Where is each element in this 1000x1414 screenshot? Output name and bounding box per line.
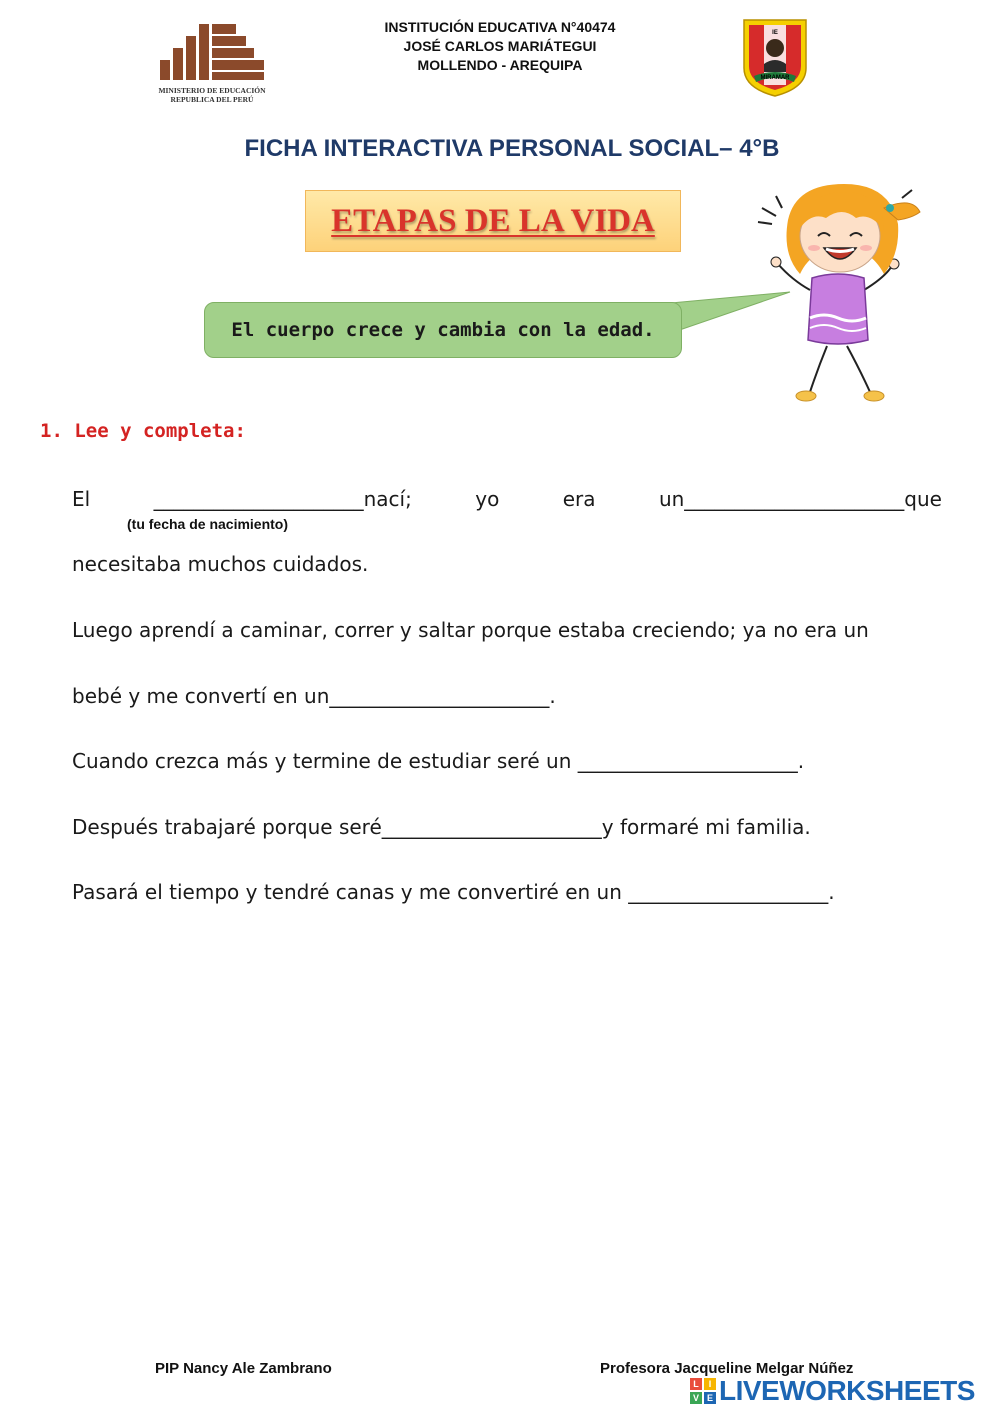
line-1-word-el: El <box>72 487 91 511</box>
line-1-word-era: era <box>562 487 596 511</box>
liveworksheets-text: LIVEWORKSHEETS <box>719 1375 975 1406</box>
ministry-line-2: REPUBLICA DEL PERÚ <box>170 95 254 104</box>
institution-line-2: JOSÉ CARLOS MARIÁTEGUI <box>403 38 597 54</box>
lw-letter-i: I <box>704 1378 716 1390</box>
institution-header <box>300 18 700 75</box>
ministry-logo-text <box>150 86 274 104</box>
footer-right: Profesora Jacqueline Melgar Núñez <box>600 1360 854 1377</box>
lw-letter-v: V <box>690 1392 702 1404</box>
exercise-line-2: necesitaba muchos cuidados. <box>72 552 369 576</box>
lw-letter-e: E <box>704 1392 716 1404</box>
exercise-line-1 <box>72 486 942 512</box>
exercise-line-3: Luego aprendí a caminar, correr y saltar porque estaba creciendo; ya no era un <box>72 618 869 642</box>
stage-title-box <box>305 190 681 252</box>
page-title: FICHA INTERACTIVA PERSONAL SOCIAL– 4°B <box>244 135 780 162</box>
exercise-instruction <box>40 420 246 442</box>
child-blank-line[interactable]: bebé y me convertí en un______________________. <box>72 684 556 708</box>
exercise-instruction-text: Lee y completa: <box>74 420 246 442</box>
elder-blank-line[interactable]: Pasará el tiempo y tendré canas y me convertiré en un ____________________. <box>72 880 835 904</box>
birth-date-hint: (tu fecha de nacimiento) <box>127 516 289 532</box>
footer-left: PIP Nancy Ale Zambrano <box>155 1360 332 1377</box>
liveworksheets-watermark <box>690 1374 990 1408</box>
baby-blank[interactable]: un______________________que <box>658 487 942 511</box>
speech-bubble <box>204 302 682 358</box>
exercise-number: 1. <box>40 420 63 442</box>
youth-blank-line[interactable]: Cuando crezca más y termine de estudiar seré un ______________________. <box>72 749 805 773</box>
crest-text-miramar: MIRAMAR <box>760 75 790 81</box>
ministry-logo-icon <box>158 22 268 84</box>
school-crest-icon <box>740 16 810 100</box>
institution-line-1: INSTITUCIÓN EDUCATIVA N°40474 <box>384 19 616 35</box>
birth-date-blank[interactable]: _____________________nací; <box>153 487 412 511</box>
girl-illustration-icon <box>752 178 942 410</box>
speech-bubble-text: El cuerpo crece y cambia con la edad. <box>231 319 655 341</box>
stage-title: ETAPAS DE LA VIDA <box>331 202 655 239</box>
liveworksheets-logo-icon <box>690 1378 716 1404</box>
line-1-word-yo: yo <box>475 487 500 511</box>
adult-blank-line[interactable]: Después trabajaré porque seré______________________y formaré mi familia. <box>72 815 811 839</box>
crest-text-ie: IE <box>772 30 778 36</box>
institution-line-3: MOLLENDO - AREQUIPA <box>417 57 583 73</box>
lw-letter-l: L <box>690 1378 702 1390</box>
ministry-line-1: MINISTERIO DE EDUCACIÓN <box>158 86 266 95</box>
